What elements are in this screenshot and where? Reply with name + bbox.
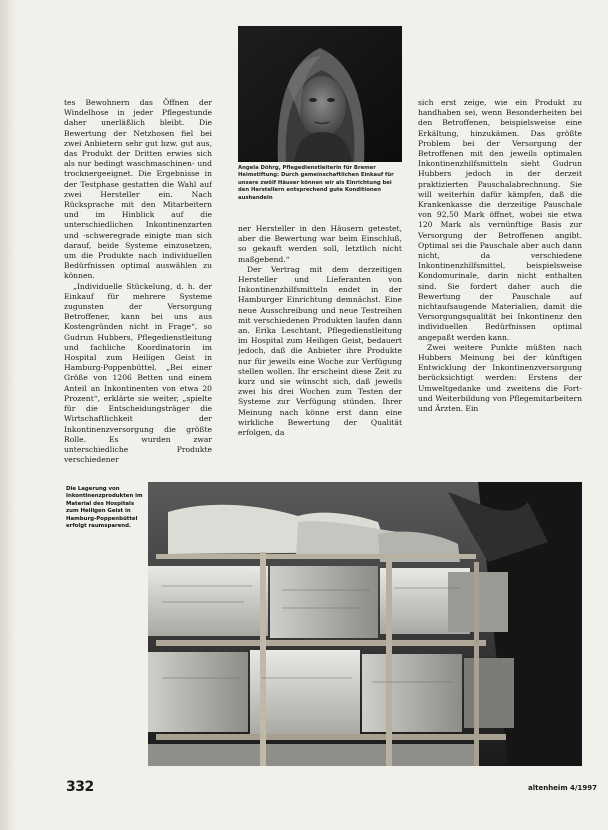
text-column-2	[238, 224, 402, 478]
portrait-caption: Angela Döhrg, Pflegedienstleiterin für Bremer Heimstiftung: Durch gemeinschaftlichen Einkauf für unsere zwölf Häuser können wir als Einrichtung bei den Herstellern entsprechend gute Konditionen aushandeln	[238, 165, 394, 201]
storage-caption: Die Lagerung von Inkontinenzprodukten im Material des Hospitals zum Heiligen Geist in Hamburg-Poppenbüttel erfolgt raumsparend.	[66, 486, 143, 530]
storage-photo	[148, 482, 582, 766]
portrait-photo	[238, 26, 402, 162]
paragraph: tes Bewohnern das Öffnen der Windelhose in jeder Pflegestunde daher unerläßlich bleibt. Die Bewertung der Netzhosen fiel bei zwei Anbietern sehr gut bzw. gut aus, das Produkt der Dritten erwies sich als nur bedingt waschmaschinen- und trocknergeeignet. Die Ergebnisse in der Testphase gestatten die Wahl auf zwei Hersteller ein. Nach Rücksprache mit den Mitarbeitern und im Hinblick auf die unterschiedlichen Inkontinenzarten und -schweregrade einigte man sich darauf, beide Systeme einzusetzen, um die Produkte nach individuellen Bedürfnissen optimal auswählen zu können.	[64, 98, 212, 281]
page-number: 332	[66, 779, 94, 795]
text-column-3	[418, 98, 582, 478]
paragraph: Der Vertrag mit dem derzeitigen Hersteller und Lieferanten von Inkontinenzhilfsmitteln endet in der Hamburger Einrichtung demnächst. Eine neue Ausschreibung und neue Testreihen mit verschiedenen Produkten laufen dann an. Erika Leschtant, Pflegedienstleitung im Hospital zum Heiligen Geist, bedauert jedoch, daß die Anbieter ihre Produkte nur für jeweils eine Woche zur Verfügung stellen wollen. Ihr erscheint diese Zeit zu kurz und sie wünscht sich, daß jeweils zwei bis drei Wochen zum Testen der Systeme zur Verfügung stünden. Ihrer Meinung nach könne erst dann eine wirkliche Bewertung der Qualität erfolgen, da	[238, 264, 402, 438]
paragraph: Zwei weitere Punkte müßten nach Hubbers Meinung bei der künftigen Entwicklung der Inkontinenzversorgung berücksichtigt werden: Erstens der Umweltgedanke und zweitens die Fort- und Weiterbildung von Pflegemitarbeitern und Ärzten. Ein	[418, 342, 582, 414]
paragraph: ner Hersteller in den Häusern getestet, aber die Bewertung war beim Einschluß, so gekauft werden soll, letztlich nicht maßgebend.“	[238, 224, 402, 264]
text-column-1	[64, 98, 212, 478]
storage-room-image	[148, 482, 582, 766]
portrait-image	[238, 26, 402, 162]
paragraph: sich erst zeige, wie ein Produkt zu handhaben sei, wenn Besonderheiten bei den Betroffenen, beispielsweise eine Erkältung, hinzukämen. Das größte Problem bei der Versorgung der Betroffenen mit den jeweils optimalen Inkontinenzhilfsmitteln sieht Gudrun Hubbers jedoch in der derzeit praktizierten Pauschalabrechnung. Sie will weiterhin dafür kämpfen, daß die Krankenkasse die derzeitige Pauschale von 92,50 Mark öffnet, wobei sie etwa 120 Mark als vernünftige Basis zur Versorgung der Betroffenen angibt. Optimal sei die Pauschale aber auch dann nicht, da verschiedene Inkontinenzhilfsmittel, beispielsweise Kondomurinale, darin nicht enthalten sind. Sie fordert daher auch die Bewertung der Pauschale auf nichtaufsaugende Materialien, damit die Versorgungsqualität bei Inkontinenz den individuellen Bedürfnissen optimal angepaßt werden kann.	[418, 98, 582, 342]
paragraph: „Individuelle Stückelung, d. h. der Einkauf für mehrere Systeme zugunsten der Versorgung Betroffener, kann bei uns aus Kostengründen nicht in Frage“, so Gudrun Hubbers, Pflegedienstleitung und fachliche Koordinatorin im Hospital zum Heiligen Geist in Hamburg-Poppenbüttel. „Bei einer Größe von 1206 Betten und einem Anteil an Inkontinenten von etwa 20 Prozent“, erklärte sie weiter, „spielte für die Entscheidungsträger die Wirtschaftlichkeit der Inkontinenzversorgung die größte Rolle. Es wurden zwar unterschiedliche Produkte verschiedener	[64, 281, 212, 465]
issue-label: altenheim 4/1997	[528, 784, 597, 792]
page-gutter-shadow	[0, 0, 16, 830]
